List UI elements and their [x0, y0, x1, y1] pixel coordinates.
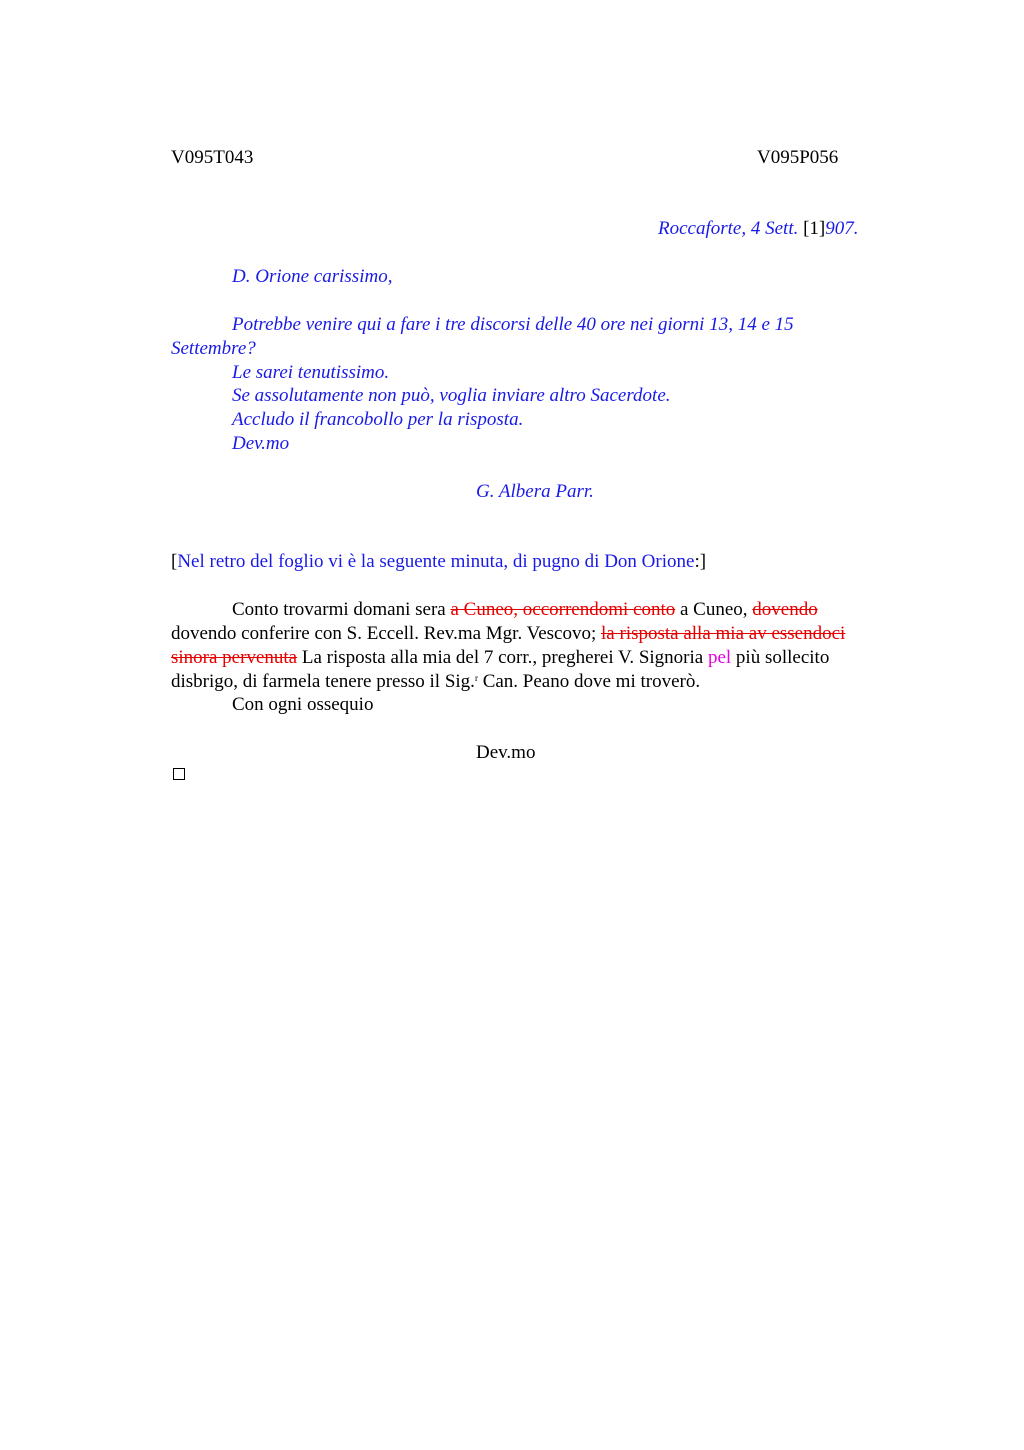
draft-text: più sollecito: [731, 647, 830, 668]
letter-paragraph-line: Se assolutamente non può, voglia inviare altro Sacerdote.: [232, 385, 671, 406]
note-close: :]: [694, 551, 707, 572]
letter-paragraph-line: Settembre?: [171, 338, 256, 359]
letter-closing: Dev.mo: [232, 433, 290, 454]
note-open-bracket: [: [171, 551, 178, 572]
letter-paragraph-line: Le sarei tenutissimo.: [232, 362, 390, 383]
checkbox-square-icon: [173, 768, 185, 780]
draft-superscript: r: [474, 673, 478, 683]
date-place: Roccaforte, 4 Sett.: [658, 218, 799, 239]
draft-deletion: sinora pervenuta: [171, 647, 298, 668]
draft-line: Con ogni ossequio: [232, 694, 374, 715]
draft-line: [171, 670, 700, 694]
draft-text: Conto trovarmi domani sera: [232, 599, 451, 620]
draft-text: a Cuneo,: [675, 599, 753, 620]
letter-paragraph-line: Accludo il francobollo per la risposta.: [232, 409, 524, 430]
editorial-note: [171, 550, 706, 574]
document-code-right: V095P056: [757, 147, 839, 168]
date-bracket: [1]: [803, 218, 826, 239]
draft-line: [232, 598, 818, 622]
letter-salutation: D. Orione carissimo,: [232, 266, 393, 287]
draft-line: [171, 622, 845, 646]
draft-insertion: pel: [707, 647, 732, 668]
draft-line: [171, 646, 829, 670]
draft-text: Can. Peano dove mi troverò.: [477, 671, 701, 692]
draft-deletion: la risposta alla mia av essendoci: [601, 623, 846, 644]
letter-signature: G. Albera Parr.: [476, 481, 594, 502]
draft-closing: Dev.mo: [476, 742, 536, 763]
draft-deletion: a Cuneo, occorrendomi conto: [450, 599, 676, 620]
letter-date: [658, 217, 859, 241]
date-year: 907.: [825, 218, 859, 239]
note-text: Nel retro del foglio vi è la seguente minuta, di pugno di Don Orione: [177, 551, 695, 572]
document-code-left: V095T043: [171, 147, 254, 168]
draft-text: disbrigo, di farmela tenere presso il Sig.: [171, 671, 475, 692]
draft-text: La risposta alla mia del 7 corr., pregherei V. Signoria: [297, 647, 708, 668]
draft-text: dovendo conferire con S. Eccell. Rev.ma Mgr. Vescovo;: [171, 623, 602, 644]
draft-deletion: dovendo: [752, 599, 818, 620]
letter-paragraph-line: Potrebbe venire qui a fare i tre discorsi delle 40 ore nei giorni 13, 14 e 15: [232, 314, 794, 335]
